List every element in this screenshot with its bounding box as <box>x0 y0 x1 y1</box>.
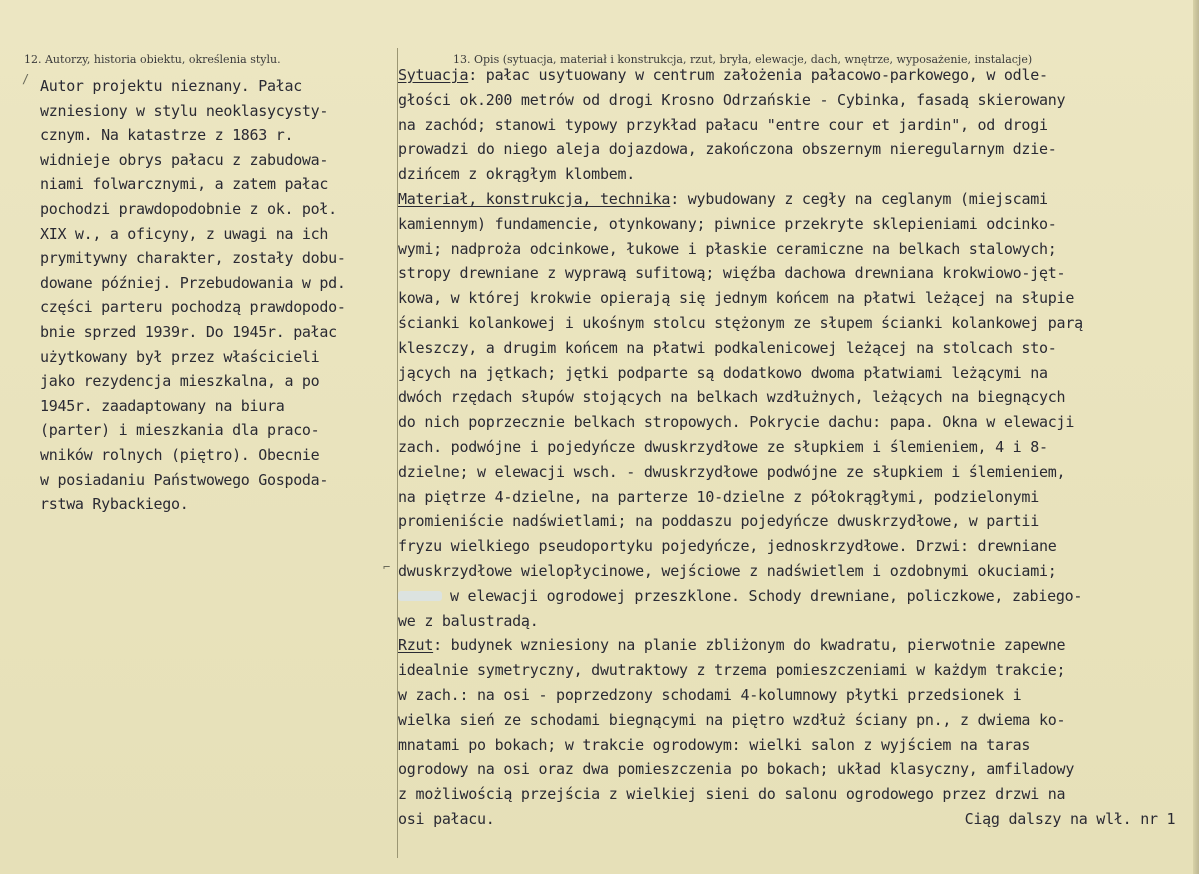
text-line: wymi; nadproża odcinkowe, łukowe i płaskie ceramiczne na belkach stalowych; <box>398 239 1057 258</box>
text-line: dzińcem z okrągłym klombem. <box>398 165 636 184</box>
margin-mark: ⌐ <box>383 560 391 574</box>
text-line: Sytuacja: pałac usytuowany w centrum założenia pałacowo-parkowego, w odle- <box>398 66 1048 84</box>
text-line: głości ok.200 metrów od drogi Krosno Odrzańskie - Cybinka, fasadą skierowany <box>398 90 1066 109</box>
text-line: w elewacji ogrodowej przeszklone. Schody drewniane, policzkowe, zabiego- <box>398 584 1188 609</box>
text-line: widnieje obrys pałacu z zabudowa- <box>40 150 329 169</box>
text-line: Rzut: budynek wzniesiony na planie zbliżonym do kwadratu, pierwotnie zapewne <box>398 636 1066 655</box>
text-line: idealnie symetryczny, dwutraktowy z trzema pomieszczeniami w każdym trakcie; <box>398 661 1066 680</box>
correction-blot <box>398 591 442 601</box>
left-column-header: 12. Autorzy, historia obiektu, określenia stylu. <box>24 53 281 66</box>
text-line: w zach.: na osi - poprzedzony schodami 4-kolumnowy płytki przedsionek i <box>398 685 1022 704</box>
sheet-edge <box>1193 0 1199 874</box>
text-line: stropy drewniane z wyprawą sufitową; więźba dachowa drewniana krokwiowo-jęt- <box>398 264 1066 283</box>
text-line: ogrodowy na osi oraz dwa pomieszczenia po bokach; układ klasyczny, amfiladowy <box>398 760 1075 779</box>
section-label-sytuacja: Sytuacja <box>398 66 469 84</box>
left-column-text <box>40 74 390 517</box>
text-line: Materiał, konstrukcja, technika: wybudowany z cegły na ceglanym (miejscami <box>398 189 1048 208</box>
continuation-note: Ciąg dalszy na wlł. nr 1 <box>964 809 1176 828</box>
text-line: z możliwością przejścia z wielkiej sieni do salonu ogrodowego przez drzwi na <box>398 785 1066 804</box>
text-line: kamiennym) fundamencie, otynkowany; piwnice przekryte sklepieniami odcinko- <box>398 214 1057 233</box>
text-line: części parteru pochodzą prawdopodo- <box>40 298 346 317</box>
text-line: wzniesiony w stylu neoklasycysty- <box>40 101 329 120</box>
text-line: jących na jętkach; jętki podparte są dodatkowo dwoma płatwiami leżącymi na <box>398 363 1048 382</box>
text-line: prymitywny charakter, zostały dobu- <box>40 249 346 268</box>
text-line: XIX w., a oficyny, z uwagi na ich <box>40 224 329 243</box>
text-line: bnie sprzed 1939r. Do 1945r. pałac <box>40 322 337 341</box>
text-line: promieniście nadświetlami; na poddaszu pojedyńcze dwuskrzydłowe, w partii <box>398 512 1039 531</box>
text-line: dwuskrzydłowe wielopłycinowe, wejściowe z nadświetlem i ozdobnymi okuciami; <box>398 561 1057 580</box>
right-column-header: 13. Opis (sytuacja, materiał i konstrukcja, rzut, bryła, elewacje, dach, wnętrze, wyposażenie, instalacje) <box>453 53 1033 66</box>
text-line: osi pałacu. Ciąg dalszy na wlł. nr 1 <box>398 809 1176 828</box>
text-line: kowa, w której krokwie opierają się jednym końcem na płatwi leżącej na słupie <box>398 289 1075 308</box>
text-line: niami folwarcznymi, a zatem pałac <box>40 175 329 194</box>
text-line: Autor projektu nieznany. Pałac <box>40 77 302 95</box>
text-line: dwóch rzędach słupów stojących na belkach wzdłużnych, leżących na biegnących <box>398 388 1066 407</box>
section-label-rzut: Rzut <box>398 636 434 655</box>
text-line: 1945r. zaadaptowany na biura <box>40 396 285 415</box>
text-line: kleszczy, a drugim końcem na płatwi podkalenicowej leżącej na stolcach sto- <box>398 338 1057 357</box>
text-line: pochodzi prawdopodobnie z ok. poł. <box>40 199 337 218</box>
text-line: ścianki kolankowej i ukośnym stolcu stężonym ze słupem ścianki kolankowej parą <box>398 313 1083 332</box>
text-line: zach. podwójne i pojedyńcze dwuskrzydłowe ze słupkiem i ślemieniem, 4 i 8- <box>398 437 1048 456</box>
text-line: we z balustradą. <box>398 611 539 630</box>
text-line: wników rolnych (piętro). Obecnie <box>40 445 320 464</box>
text-line: na piętrze 4-dzielne, na parterze 10-dzielne z półokrągłymi, podzielonymi <box>398 487 1039 506</box>
text-line: cznym. Na katastrze z 1863 r. <box>40 126 294 145</box>
text-line: prowadzi do niego aleja dojazdowa, zakończona obszernym nieregularnym dzie- <box>398 140 1057 159</box>
text-line: wielka sień ze schodami biegnącymi na piętro wzdłuż ściany pn., z dwiema ko- <box>398 710 1066 729</box>
text-line: rstwa Rybackiego. <box>40 495 189 514</box>
text-line: fryzu wielkiego pseudoportyku pojedyńcze, jednoskrzydłowe. Drzwi: drewniane <box>398 537 1057 556</box>
text-line: dowane później. Przebudowania w pd. <box>40 273 346 292</box>
right-column-text <box>398 63 1188 832</box>
text-line: (parter) i mieszkania dla praco- <box>40 421 320 440</box>
text-line: dzielne; w elewacji wsch. - dwuskrzydłowe podwójne ze słupkiem i ślemieniem, <box>398 462 1066 481</box>
text-line: w posiadaniu Państwowego Gospoda- <box>40 470 329 489</box>
section-label-material: Materiał, konstrukcja, technika <box>398 189 671 208</box>
text-line: do nich poprzecznie belkach stropowych. Pokrycie dachu: papa. Okna w elewacji <box>398 413 1075 432</box>
margin-mark: / <box>22 72 30 86</box>
text-line: mnatami po bokach; w trakcie ogrodowym: wielki salon z wyjściem na taras <box>398 735 1031 754</box>
text-line: na zachód; stanowi typowy przykład pałacu "entre cour et jardin", od drogi <box>398 115 1048 134</box>
text-line: użytkowany był przez właścicieli <box>40 347 320 366</box>
text-line: jako rezydencja mieszkalna, a po <box>40 372 320 391</box>
